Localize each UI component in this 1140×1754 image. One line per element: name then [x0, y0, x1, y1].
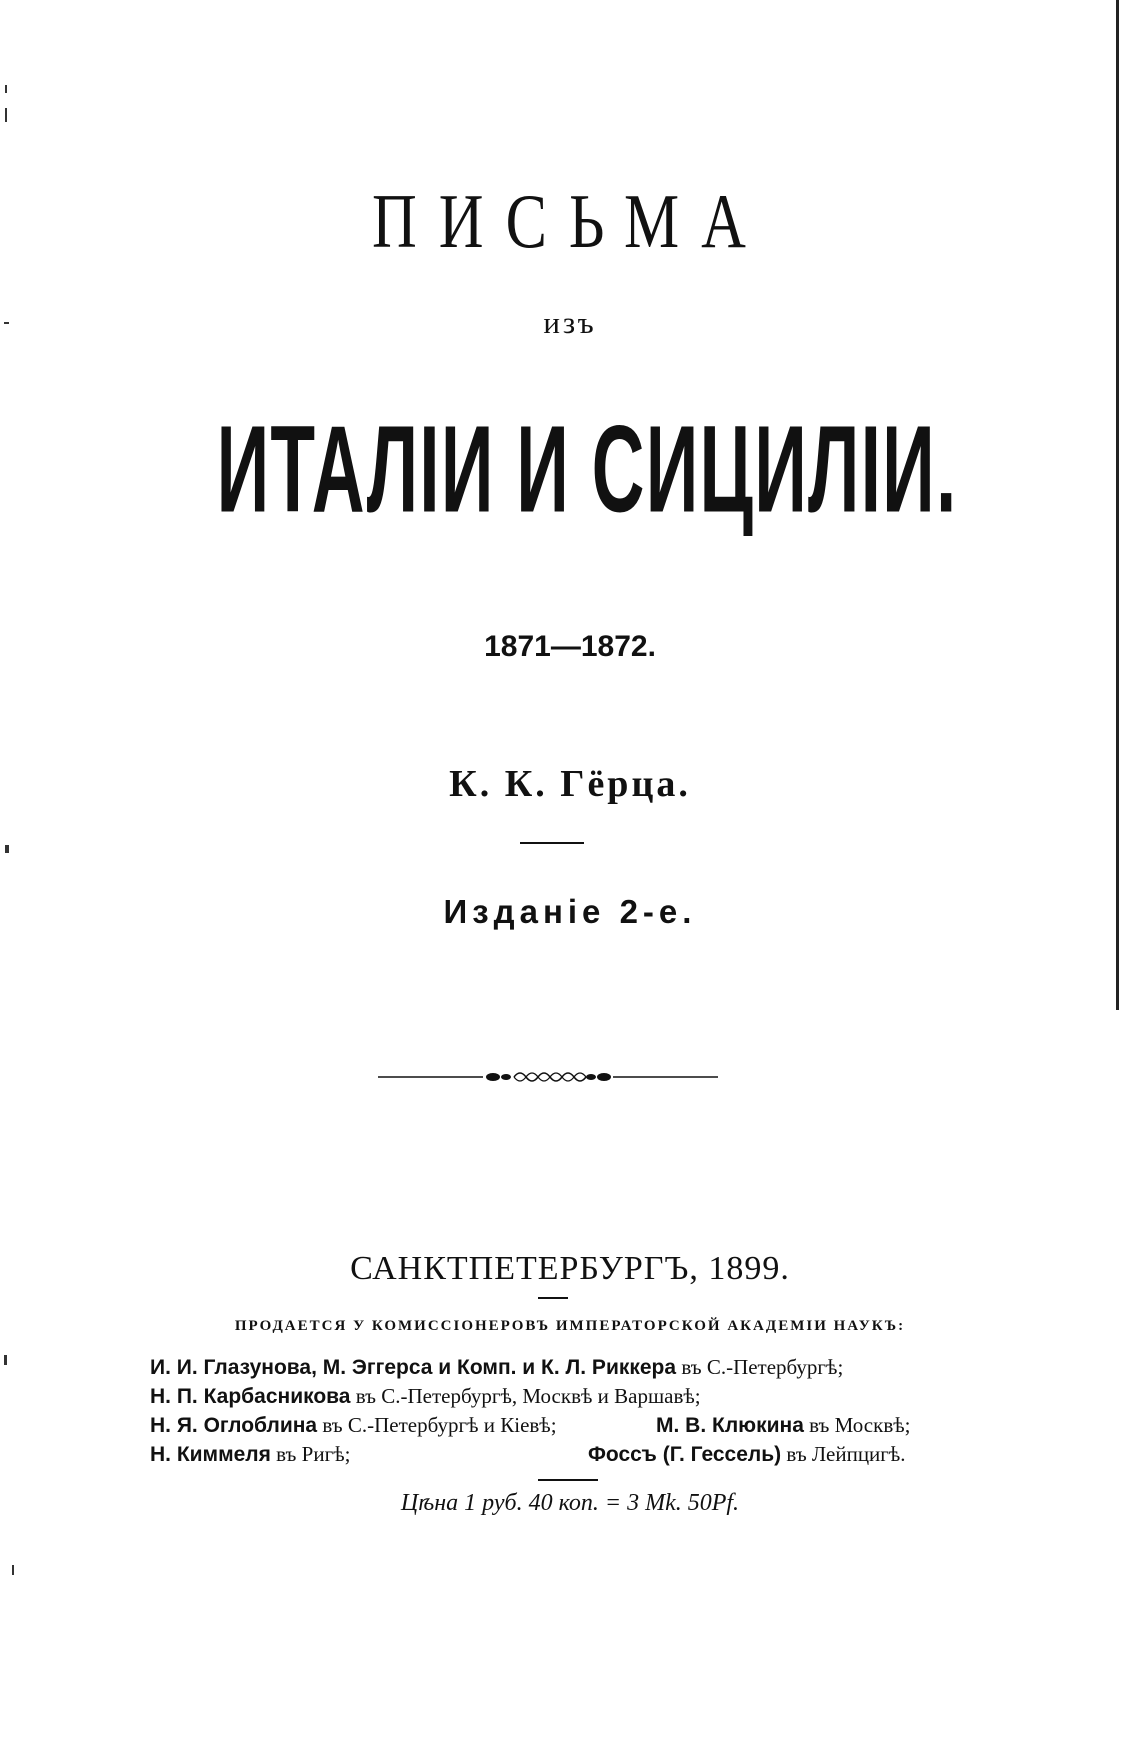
divider [538, 1479, 598, 1481]
scan-speck [5, 108, 7, 122]
seller-line [150, 1384, 701, 1409]
seller-names: Н. Киммеля [150, 1443, 271, 1466]
seller-names: И. И. Глазунова, М. Эггерса и Комп. и К. Л. Риккера [150, 1356, 677, 1379]
years: 1871—1872. [484, 630, 656, 663]
divider [520, 842, 584, 844]
page-edge [1116, 0, 1124, 1010]
seller-place: въ Лейпцигѣ. [786, 1442, 906, 1466]
seller-place: въ С.-Петербургѣ и Кіевѣ; [322, 1413, 557, 1437]
scan-speck [5, 85, 7, 93]
seller-line [150, 1355, 843, 1380]
author: К. К. Гёрца. [449, 763, 691, 805]
imprint-city: САНКТПЕТЕРБУРГЪ, 1899. [350, 1250, 790, 1287]
scan-speck [12, 1565, 14, 1575]
title-from: изъ [543, 305, 597, 340]
seller-place: въ Москвѣ; [809, 1413, 911, 1437]
seller-line [656, 1413, 910, 1438]
scan-speck [4, 322, 9, 324]
sold-by: ПРОДАЕТСЯ У КОМИССІОНЕРОВЪ ИМПЕРАТОРСКОЙ АКАДЕМІИ НАУКЪ: [234, 1318, 906, 1334]
seller-names: Фоссъ (Г. Гессель) [588, 1443, 782, 1466]
seller-names: Н. П. Карбасникова [150, 1385, 351, 1408]
price: Цѣна 1 руб. 40 коп. = 3 Mk. 50Pf. [400, 1490, 740, 1516]
seller-line [150, 1442, 350, 1467]
seller-names: М. В. Клюкина [656, 1414, 804, 1437]
divider [538, 1297, 568, 1299]
seller-place: въ С.-Петербургѣ; [681, 1355, 844, 1379]
seller-line [150, 1413, 557, 1438]
seller-names: Н. Я. Оглоблина [150, 1414, 318, 1437]
title-main: ПИСЬМА [372, 179, 768, 265]
scan-speck [5, 845, 9, 853]
seller-place: въ Ригѣ; [276, 1442, 351, 1466]
scan-speck [4, 1355, 7, 1365]
seller-place: въ С.-Петербургѣ, Москвѣ и Варшавѣ; [355, 1384, 701, 1408]
seller-line [588, 1442, 906, 1467]
title-place: ИТАЛІИ И СИЦИЛІИ. [216, 400, 958, 539]
ornament-divider [378, 1065, 718, 1089]
edition: Изданіе 2-е. [443, 893, 697, 930]
